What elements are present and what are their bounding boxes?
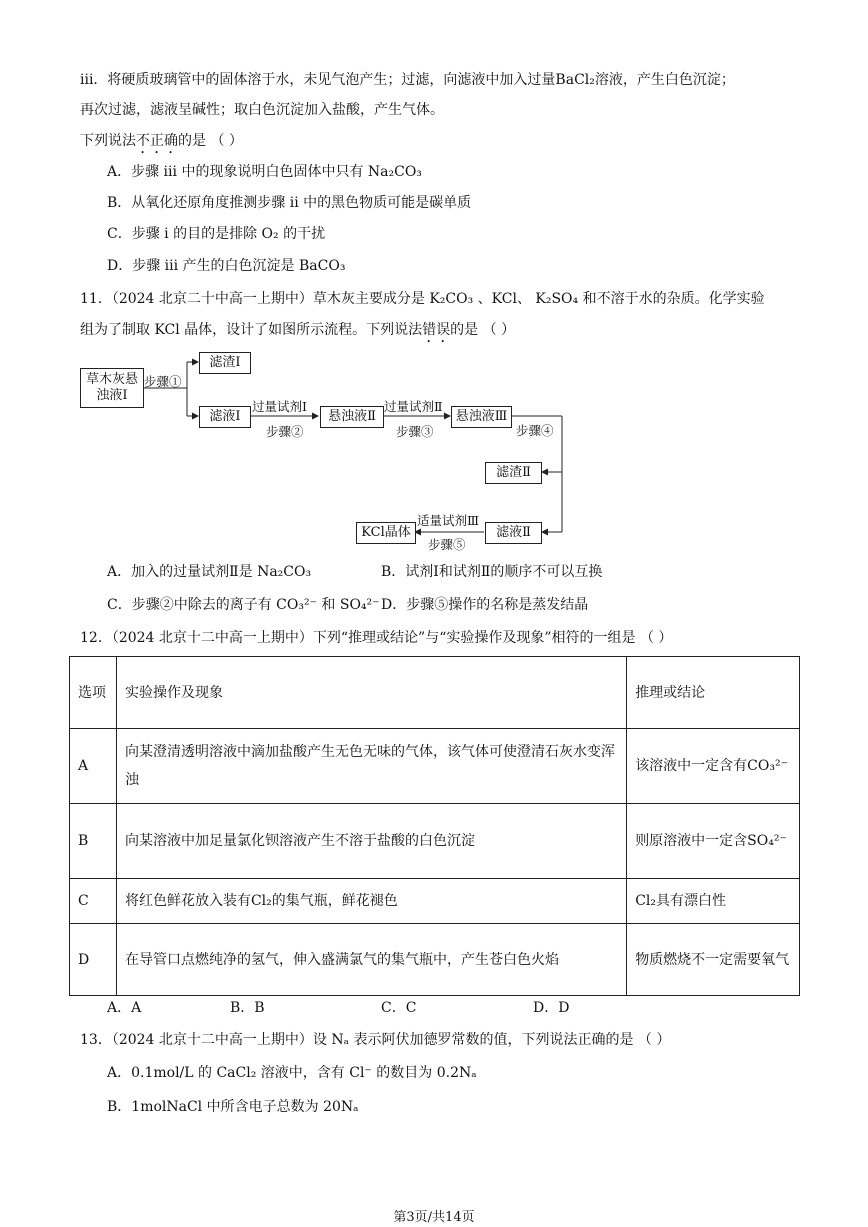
table-cell-operation: 将红色鲜花放入装有Cl₂的集气瓶，鲜花褪色 bbox=[116, 879, 626, 924]
table-header-operation: 实验操作及现象 bbox=[116, 657, 626, 729]
q10-question-emphasis: 不正确 bbox=[136, 133, 178, 149]
table-row bbox=[70, 879, 800, 924]
q10-question-prefix: 下列说法 bbox=[80, 133, 136, 149]
flow-residue1-box: 滤渣Ⅰ bbox=[199, 352, 251, 374]
table-cell-operation: 向某溶液中加足量氯化钡溶液产生不溶于盐酸的白色沉淀 bbox=[116, 804, 626, 879]
q11-stem-suffix: 的是 （ ） bbox=[450, 322, 516, 338]
q11-stem-line1: 11．（2024 北京二十中高一上期中）草木灰主要成分是 K₂CO₃ 、KCl、 K₂SO₄ 和不溶于水的杂质。化学实验 bbox=[80, 291, 765, 307]
flow-step5-label: 步骤⑤ bbox=[428, 537, 466, 552]
flow-suspension3-box: 悬浊液Ⅲ bbox=[451, 406, 512, 428]
q12-option-d: D．D bbox=[533, 1000, 570, 1016]
q13-option-a: A．0.1mol/L 的 CaCl₂ 溶液中，含有 Cl⁻ 的数目为 0.2Nₐ bbox=[107, 1065, 477, 1081]
q12-option-a: A．A bbox=[107, 1000, 142, 1016]
flow-step3-label: 步骤③ bbox=[396, 424, 434, 439]
flow-reagent1-label: 过量试剂Ⅰ bbox=[252, 399, 307, 414]
q12-table bbox=[69, 656, 800, 996]
flowchart bbox=[76, 344, 596, 554]
q11-stem-prefix: 组为了制取 KCl 晶体，设计了如图所示流程。下列说法 bbox=[80, 322, 423, 338]
table-cell-conclusion: Cl₂具有漂白性 bbox=[627, 879, 800, 924]
q10-option-b: B．从氧化还原角度推测步骤 ii 中的黑色物质可能是碳单质 bbox=[107, 195, 472, 211]
table-cell-conclusion: 物质燃烧不一定需要氧气 bbox=[627, 924, 800, 996]
table-cell-option: B bbox=[70, 804, 117, 879]
table-header-option: 选项 bbox=[70, 657, 117, 729]
table-row bbox=[70, 924, 800, 996]
q10-question bbox=[80, 131, 243, 157]
q10-option-c: C．步骤 i 的目的是排除 O₂ 的干扰 bbox=[107, 226, 326, 242]
table-cell-option: A bbox=[70, 729, 117, 804]
flow-filtrate1-box: 滤液Ⅰ bbox=[199, 406, 251, 428]
q13-stem: 13．（2024 北京十二中高一上期中）设 Nₐ 表示阿伏加德罗常数的值，下列说法正确的是 （ ） bbox=[80, 1032, 671, 1048]
q11-option-d: D．步骤⑤操作的名称是蒸发结晶 bbox=[381, 597, 589, 613]
q10-option-a: A．步骤 iii 中的现象说明白色固体中只有 Na₂CO₃ bbox=[107, 164, 422, 180]
table-header-conclusion: 推理或结论 bbox=[627, 657, 800, 729]
flow-reagent3-label: 适量试剂Ⅲ bbox=[417, 513, 480, 528]
q11-stem-emphasis: 错误 bbox=[422, 322, 451, 338]
flow-residue2-box: 滤渣Ⅱ bbox=[485, 462, 542, 484]
q10-question-suffix: 的是 （ ） bbox=[178, 133, 243, 149]
q12-option-c: C．C bbox=[381, 1000, 417, 1016]
table-cell-operation: 向某澄清透明溶液中滴加盐酸产生无色无味的气体，该气体可使澄清石灰水变浑浊 bbox=[116, 729, 626, 804]
q11-option-a: A．加入的过量试剂Ⅱ是 Na₂CO₃ bbox=[107, 564, 312, 580]
q10-step-iii-line2: 再次过滤，滤液呈碱性；取白色沉淀加入盐酸，产生气体。 bbox=[80, 102, 444, 118]
q11-option-b: B．试剂Ⅰ和试剂Ⅱ的顺序不可以互换 bbox=[381, 564, 603, 580]
flow-step4-label: 步骤④ bbox=[516, 423, 554, 438]
flow-step1-label: 步骤① bbox=[144, 374, 182, 389]
flow-filtrate2-box: 滤液Ⅱ bbox=[485, 522, 542, 544]
q10-option-d: D．步骤 iii 产生的白色沉淀是 BaCO₃ bbox=[107, 258, 346, 274]
q10-step-iii-line1: iii．将硬质玻璃管中的固体溶于水，未见气泡产生；过滤，向滤液中加入过量BaCl₂溶液，产生白色沉淀； bbox=[80, 72, 735, 88]
table-cell-operation: 在导管口点燃纯净的氢气，伸入盛满氯气的集气瓶中，产生苍白色火焰 bbox=[116, 924, 626, 996]
flow-product-box: KCl晶体 bbox=[356, 522, 416, 544]
q12-option-b: B．B bbox=[230, 1000, 265, 1016]
table-cell-option: C bbox=[70, 879, 117, 924]
flow-step2-label: 步骤② bbox=[266, 424, 304, 439]
flow-suspension2-box: 悬浊液Ⅱ bbox=[320, 406, 384, 428]
q11-stem-line2 bbox=[80, 320, 515, 346]
flow-start-box: 草木灰悬浊液Ⅰ bbox=[80, 368, 144, 408]
table-header-row bbox=[70, 657, 800, 729]
table-row bbox=[70, 804, 800, 879]
q11-option-c: C．步骤②中除去的离子有 CO₃²⁻ 和 SO₄²⁻ bbox=[107, 597, 380, 613]
table-cell-conclusion: 该溶液中一定含有CO₃²⁻ bbox=[627, 729, 800, 804]
q12-stem: 12．（2024 北京十二中高一上期中）下列“推理或结论”与“实验操作及现象”相符的一组是 （ ） bbox=[80, 630, 673, 646]
q13-option-b: B．1molNaCl 中所含电子总数为 20Nₐ bbox=[107, 1099, 359, 1115]
table-cell-conclusion: 则原溶液中一定含SO₄²⁻ bbox=[627, 804, 800, 879]
table-row bbox=[70, 729, 800, 804]
flow-reagent2-label: 过量试剂Ⅱ bbox=[384, 399, 443, 414]
table-cell-option: D bbox=[70, 924, 117, 996]
page-footer: 第3页/共14页 bbox=[393, 1210, 475, 1225]
